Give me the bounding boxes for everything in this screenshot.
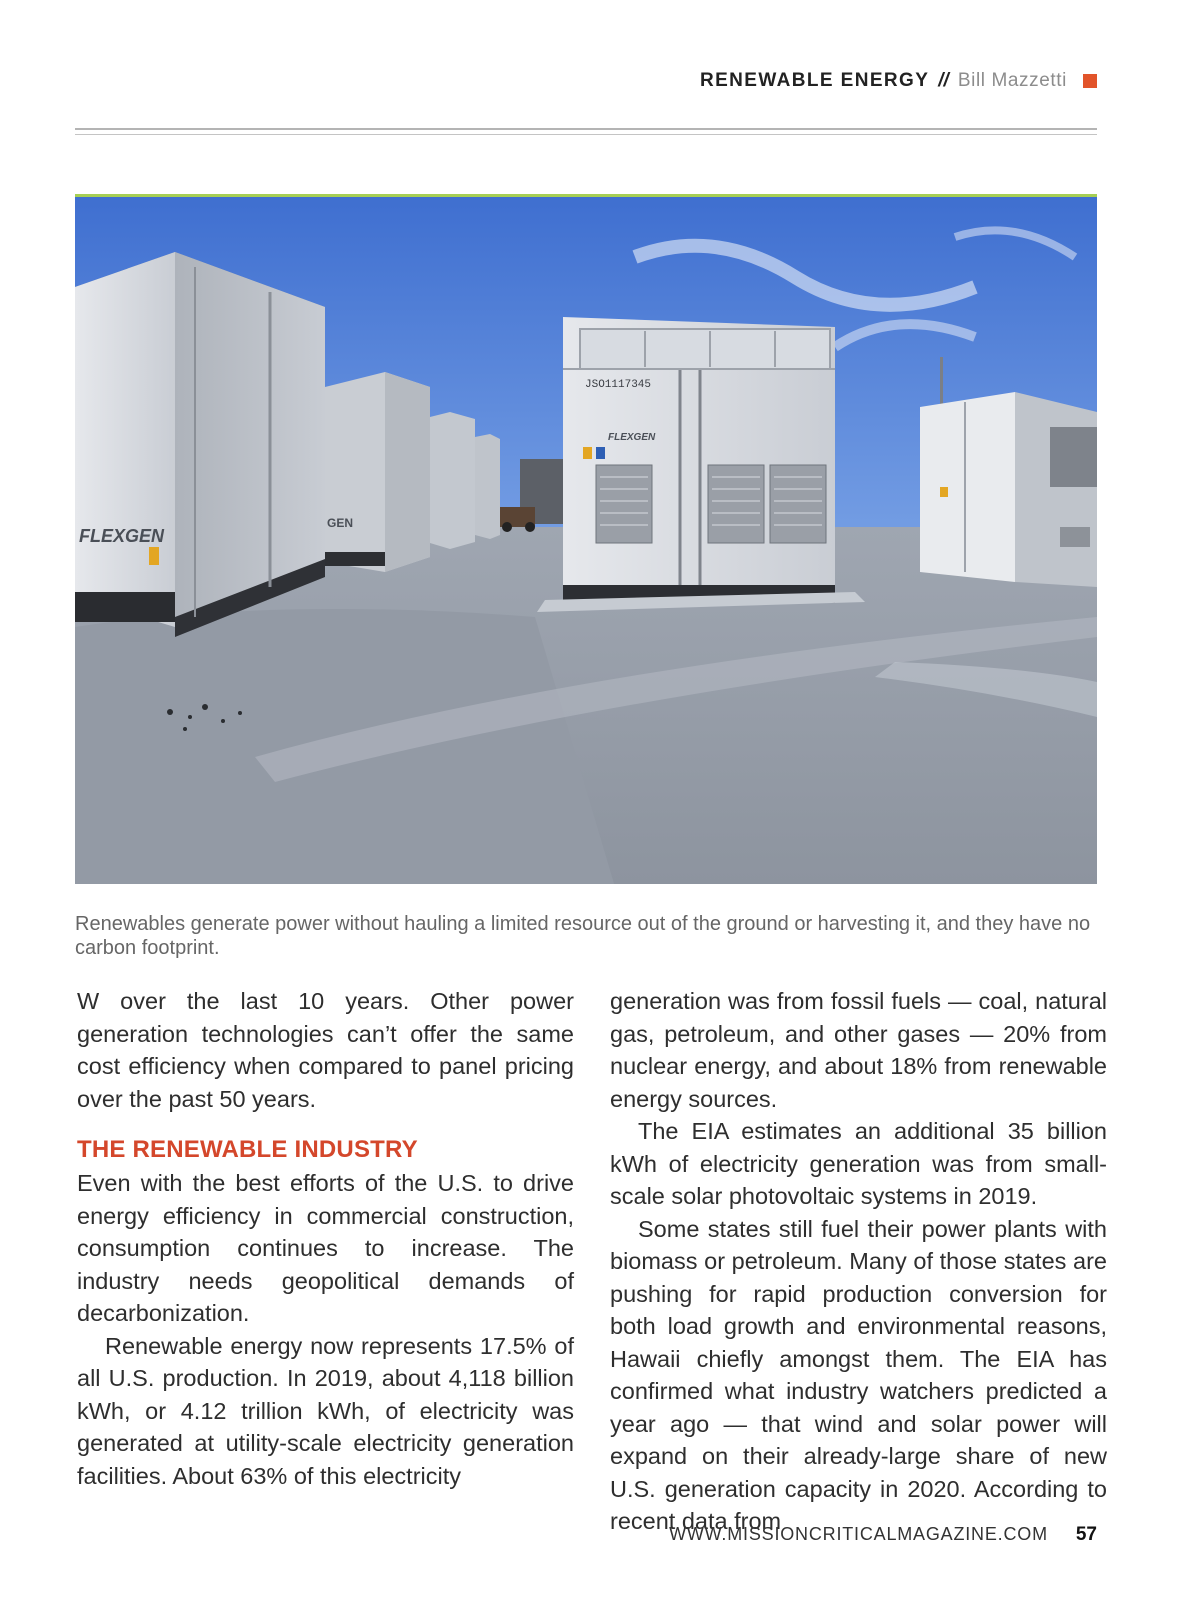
battery-storage-containers-photo bbox=[75, 197, 1097, 884]
article-photo bbox=[75, 194, 1097, 884]
header-rule bbox=[75, 128, 1097, 130]
article-column-left bbox=[77, 985, 574, 1492]
photo-caption: Renewables generate power without hauling a limited resource out of the ground or harvesting it, and they have no carbon footprint. bbox=[75, 913, 1091, 959]
paragraph: Even with the best efforts of the U.S. to drive energy efficiency in commercial construction, consumption continues to increase. The industry needs geopolitical demands of decarbonization. bbox=[77, 1170, 574, 1326]
paragraph: Some states still fuel their power plants with biomass or petroleum. Many of those states are pushing for rapid production conversion for both load growth and environmental reasons, Hawaii chiefly amongst them. The EIA has confirmed what industry watchers predicted a year ago — that wind and solar power will expand on their already-large share of new U.S. generation capacity in 2020. According to recent data from bbox=[610, 1215, 1107, 1534]
paragraph: W over the last 10 years. Other power generation technologies can’t offer the same cost efficiency when compared to panel pricing over the past 50 years. bbox=[77, 988, 574, 1112]
magazine-url: WWW.MISSIONCRITICALMAGAZINE.COM bbox=[669, 1524, 1048, 1544]
header-rule-thin bbox=[75, 134, 1097, 135]
page-footer bbox=[669, 1524, 1097, 1546]
running-header bbox=[700, 70, 1097, 92]
header-separator: // bbox=[938, 70, 949, 91]
container-center bbox=[537, 317, 865, 612]
container-serial: JSO1117345 bbox=[585, 379, 652, 391]
author-name: Bill Mazzetti bbox=[957, 70, 1067, 91]
paragraph: generation was from fossil fuels — coal, natural gas, petroleum, and other gases — 20% from nuclear energy, and about 18% from renewable energy sources. bbox=[610, 988, 1107, 1112]
section-marker-square bbox=[1083, 74, 1097, 88]
paragraph: The EIA estimates an additional 35 billion kWh of electricity generation was from small-scale solar photovoltaic systems in 2019. bbox=[610, 1118, 1107, 1209]
section-name: RENEWABLE ENERGY bbox=[699, 70, 930, 91]
container-far-left bbox=[75, 252, 325, 637]
flexgen-logo-small: GEN bbox=[327, 516, 354, 530]
flexgen-logo-center: FLEXGEN bbox=[608, 432, 656, 443]
article-column-right bbox=[610, 985, 1107, 1538]
section-heading: THE RENEWABLE INDUSTRY bbox=[77, 1136, 418, 1163]
flexgen-logo-left: FLEXGEN bbox=[79, 526, 165, 546]
page-number: 57 bbox=[1075, 1524, 1097, 1545]
container-right bbox=[920, 392, 1097, 587]
paragraph: Renewable energy now represents 17.5% of all U.S. production. In 2019, about 4,118 billion kWh, or 4.12 trillion kWh, of electricity was generated at utility-scale electricity generation facilities. About 63% of this electricity bbox=[77, 1332, 574, 1489]
